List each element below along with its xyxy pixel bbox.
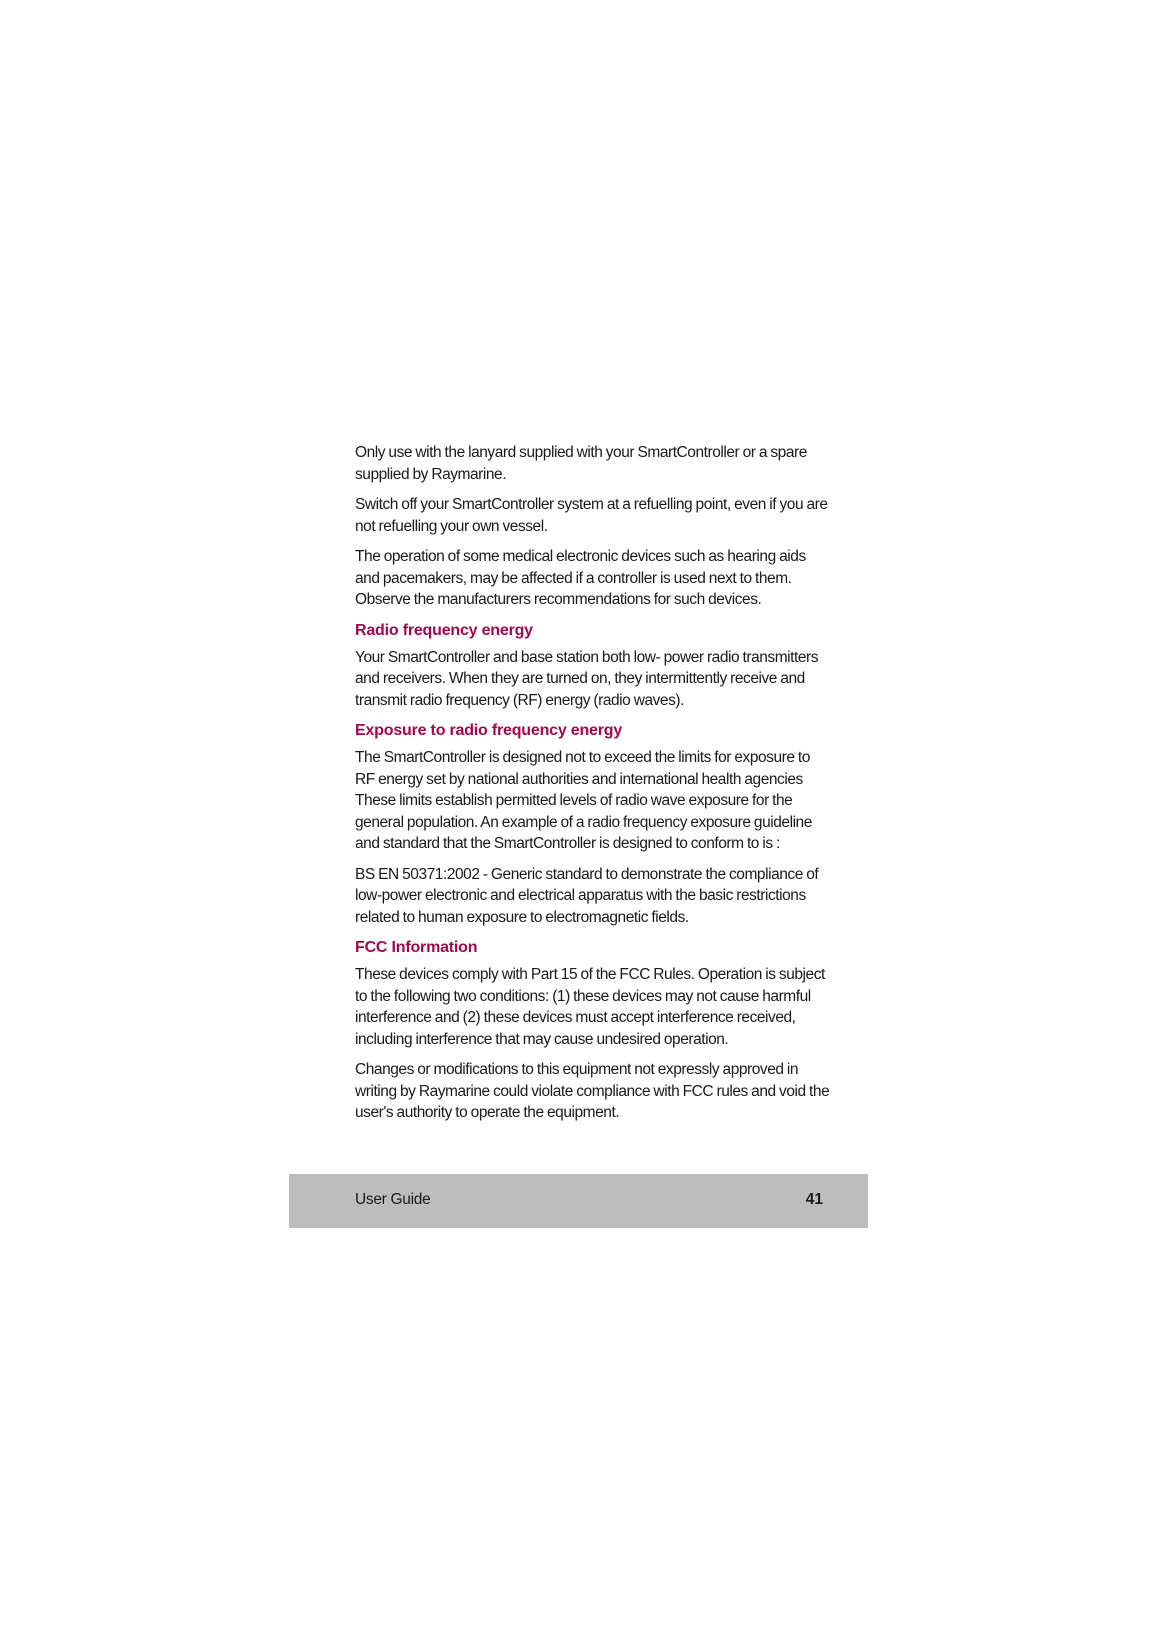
fcc-paragraph-modifications: Changes or modifications to this equipment not expressly approved in writing by Raymarine could violate compliance with FCC rules and void the user's authority to operate the equipment. — [355, 1061, 830, 1121]
exposure-paragraph-limits: The SmartController is designed not to exceed the limits for exposure to RF energy set by national authorities and international health agencies These limits establish permitted levels of radio wave exposure for the general population. An example of a radio frequency exposure guideline and standard that the SmartController is designed to conform to is : — [355, 749, 812, 852]
intro-paragraph-medical-devices: The operation of some medical electronic devices such as hearing aids and pacemakers, may be affected if a controller is used next to them. Observe the manufacturers recommendations for such devices. — [355, 548, 806, 608]
page-number: 41 — [805, 1191, 823, 1208]
radio-frequency-heading: Radio frequency energy — [355, 621, 533, 639]
intro-paragraph-lanyard: Only use with the lanyard supplied with your SmartController or a spare supplied by Raymarine. — [355, 444, 807, 483]
page-content — [355, 442, 830, 1133]
footer-label: User Guide — [355, 1191, 431, 1208]
page-footer — [289, 1174, 868, 1228]
fcc-paragraph-compliance: These devices comply with Part 15 of the FCC Rules. Operation is subject to the following two conditions: (1) these devices may not cause harmful interference and (2) these devices must accept interference received, including interference that may cause undesired operation. — [355, 966, 825, 1048]
exposure-heading: Exposure to radio frequency energy — [355, 722, 623, 739]
fcc-heading: FCC Information — [355, 939, 478, 956]
exposure-paragraph-standard: BS EN 50371:2002 - Generic standard to demonstrate the compliance of low-power electronic and electrical apparatus with the basic restrictions related to human exposure to electromagnetic fields. — [355, 865, 819, 926]
radio-frequency-paragraph: Your SmartController and base station both low- power radio transmitters and receivers. When they are turned on, they intermittently receive and transmit radio frequency (RF) energy (radio waves). — [355, 648, 819, 709]
intro-paragraph-refuelling: Switch off your SmartController system at a refuelling point, even if you are not refuelling your own vessel. — [355, 496, 828, 535]
